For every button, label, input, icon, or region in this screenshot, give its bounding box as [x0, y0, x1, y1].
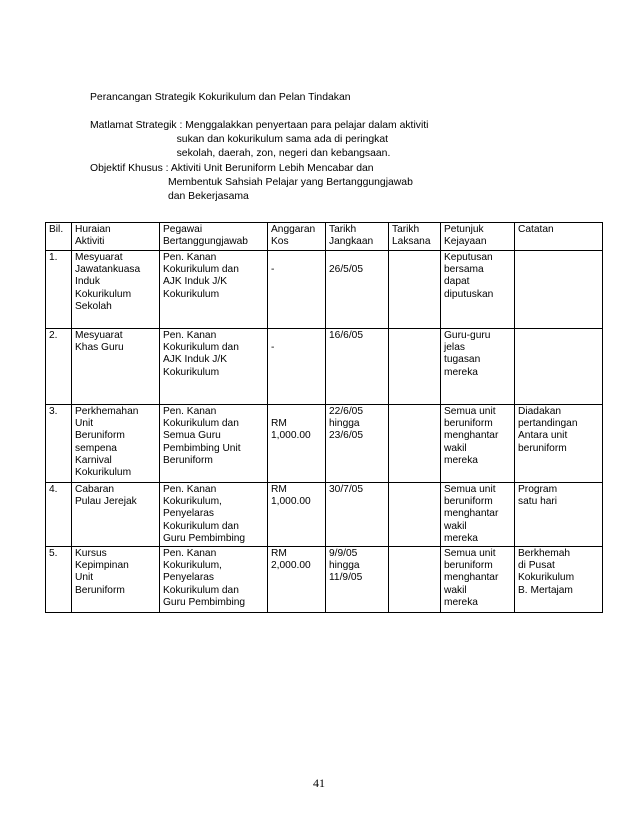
- cell-text: 23/6/05: [329, 430, 363, 442]
- cell-text: Sekolah: [75, 300, 112, 312]
- cell-text: Kokurikulum,: [163, 496, 222, 508]
- cell-anggaran-kos: [268, 251, 326, 329]
- cell-text: Tarikh: [329, 224, 357, 235]
- cell-catatan: [515, 251, 603, 329]
- goal-line: Matlamat Strategik : Menggalakkan penyertaan para pelajar dalam aktiviti: [90, 120, 429, 131]
- cell-text: Semua Guru: [163, 430, 221, 442]
- cell-text: menghantar: [444, 508, 499, 520]
- cell-text: Kokurikulum: [163, 288, 220, 300]
- header-cell-tarikh-laksana: [389, 223, 441, 251]
- cell-text: -: [271, 264, 275, 276]
- cell-text: 3.: [49, 406, 58, 417]
- cell-text: Karnival: [75, 454, 112, 466]
- cell-text: Berkhemah: [518, 548, 571, 559]
- cell-tarikh-jangkaan: [326, 405, 389, 483]
- cell-text: Semua unit: [444, 406, 496, 417]
- cell-text: Pulau Jerejak: [75, 496, 137, 508]
- header-cell-tarikh-jangkaan: [326, 223, 389, 251]
- cell-text: [271, 406, 322, 418]
- cell-text: Kokurikulum dan: [163, 584, 239, 596]
- objective-line: dan Bekerjasama: [90, 191, 249, 202]
- cell-anggaran-kos: [268, 405, 326, 483]
- cell-text: 9/9/05: [329, 548, 358, 559]
- cell-bil: [46, 483, 72, 547]
- cell-text: jelas: [444, 342, 465, 354]
- cell-huraian-aktiviti: [72, 329, 160, 405]
- cell-catatan: [515, 547, 603, 613]
- cell-pegawai: [160, 483, 268, 547]
- cell-text: Guru-guru: [444, 330, 491, 341]
- cell-text: Kokurikulum: [518, 572, 575, 584]
- cell-text: [329, 252, 385, 264]
- cell-text: Kokurikulum dan: [163, 342, 239, 354]
- cell-text: Jangkaan: [329, 236, 374, 248]
- cell-text: Mesyuarat: [75, 330, 123, 341]
- cell-huraian-aktiviti: [72, 405, 160, 483]
- cell-text: Kokurikulum,: [163, 560, 222, 572]
- cell-text: 1,000.00: [271, 430, 311, 442]
- cell-text: beruniform: [444, 418, 493, 430]
- cell-text: Perkhemahan: [75, 406, 139, 417]
- cell-petunjuk-kejayaan: [441, 547, 515, 613]
- cell-text: beruniform: [444, 496, 493, 508]
- cell-text: Catatan: [518, 224, 554, 235]
- cell-text: Pen. Kanan: [163, 484, 217, 495]
- cell-text: pertandingan: [518, 418, 578, 430]
- cell-text: Pen. Kanan: [163, 330, 217, 341]
- cell-text: Jawatankuasa: [75, 264, 141, 276]
- cell-text: Kejayaan: [444, 236, 487, 248]
- cell-tarikh-laksana: [389, 329, 441, 405]
- cell-text: Cabaran: [75, 484, 115, 495]
- cell-text: Beruniform: [75, 584, 125, 596]
- cell-text: mereka: [444, 532, 478, 544]
- table-row: [46, 405, 603, 483]
- cell-text: Aktiviti: [75, 236, 105, 248]
- cell-petunjuk-kejayaan: [441, 251, 515, 329]
- cell-text: 4.: [49, 484, 58, 495]
- cell-text: RM: [271, 418, 287, 430]
- header-cell-catatan: [515, 223, 603, 251]
- cell-text: Beruniform: [75, 430, 125, 442]
- cell-tarikh-jangkaan: [326, 547, 389, 613]
- cell-text: Tarikh: [392, 224, 420, 235]
- objective-line: Membentuk Sahsiah Pelajar yang Bertanggungjawab: [90, 177, 413, 188]
- cell-text: bersama: [444, 264, 484, 276]
- cell-pegawai: [160, 329, 268, 405]
- cell-text: menghantar: [444, 572, 499, 584]
- cell-catatan: [515, 405, 603, 483]
- cell-text: Kokurikulum dan: [163, 264, 239, 276]
- goal-line: sekolah, daerah, zon, negeri dan kebangsaan.: [90, 148, 391, 159]
- cell-text: Keputusan: [444, 252, 493, 263]
- cell-text: Pegawai: [163, 224, 203, 235]
- cell-text: Penyelaras: [163, 572, 214, 584]
- cell-petunjuk-kejayaan: [441, 483, 515, 547]
- cell-text: 2,000.00: [271, 560, 311, 572]
- cell-text: wakil: [444, 520, 467, 532]
- table-row: [46, 329, 603, 405]
- cell-text: Bertanggungjawab: [163, 236, 248, 248]
- cell-text: satu hari: [518, 496, 558, 508]
- cell-text: hingga: [329, 560, 360, 572]
- strategic-goal: [90, 119, 428, 161]
- cell-text: 16/6/05: [329, 330, 363, 341]
- cell-anggaran-kos: [268, 329, 326, 405]
- cell-text: AJK Induk J/K: [163, 354, 227, 366]
- cell-text: AJK Induk J/K: [163, 276, 227, 288]
- cell-tarikh-laksana: [389, 251, 441, 329]
- header-cell-bil: [46, 223, 72, 251]
- cell-text: Petunjuk: [444, 224, 484, 235]
- cell-text: Mesyuarat: [75, 252, 123, 263]
- objective-line: Objektif Khusus : Aktiviti Unit Beruniform Lebih Mencabar dan: [90, 163, 374, 174]
- cell-text: Anggaran: [271, 224, 316, 235]
- cell-text: [271, 252, 322, 264]
- header-cell-huraian-aktiviti: [72, 223, 160, 251]
- cell-text: Khas Guru: [75, 342, 124, 354]
- cell-text: wakil: [444, 442, 467, 454]
- cell-text: Pembimbing Unit: [163, 442, 241, 454]
- cell-text: 1,000.00: [271, 496, 311, 508]
- cell-text: Kokurikulum dan: [163, 520, 239, 532]
- cell-text: Unit: [75, 572, 94, 584]
- cell-text: Penyelaras: [163, 508, 214, 520]
- cell-text: mereka: [444, 596, 478, 608]
- document-title: [90, 91, 351, 105]
- table-row: [46, 483, 603, 547]
- cell-text: Kos: [271, 236, 289, 248]
- cell-pegawai: [160, 547, 268, 613]
- cell-text: Pen. Kanan: [163, 548, 217, 559]
- cell-bil: [46, 405, 72, 483]
- action-plan-table: [45, 222, 603, 613]
- cell-text: Kokurikulum: [75, 467, 132, 479]
- cell-text: beruniform: [518, 442, 567, 454]
- cell-text: Unit: [75, 418, 94, 430]
- cell-huraian-aktiviti: [72, 547, 160, 613]
- cell-text: 11/9/05: [329, 572, 363, 584]
- cell-tarikh-jangkaan: [326, 483, 389, 547]
- cell-text: Kursus: [75, 548, 107, 559]
- cell-text: Antara unit: [518, 430, 568, 442]
- cell-text: 30/7/05: [329, 484, 363, 495]
- cell-text: Pen. Kanan: [163, 406, 217, 417]
- cell-text: -: [271, 342, 275, 354]
- cell-text: di Pusat: [518, 560, 555, 572]
- cell-text: dapat: [444, 276, 470, 288]
- cell-text: diputuskan: [444, 288, 494, 300]
- cell-text: Bil.: [49, 224, 64, 235]
- cell-anggaran-kos: [268, 483, 326, 547]
- cell-text: Huraian: [75, 224, 111, 235]
- cell-petunjuk-kejayaan: [441, 329, 515, 405]
- cell-text: RM: [271, 548, 287, 559]
- cell-text: mereka: [444, 366, 478, 378]
- title-text: Perancangan Strategik Kokurikulum dan Pelan Tindakan: [90, 92, 351, 103]
- cell-tarikh-jangkaan: [326, 251, 389, 329]
- table-row: [46, 251, 603, 329]
- cell-text: Guru Pembimbing: [163, 532, 246, 544]
- page-number: 41: [313, 776, 325, 790]
- cell-text: B. Mertajam: [518, 584, 573, 596]
- cell-bil: [46, 251, 72, 329]
- cell-anggaran-kos: [268, 547, 326, 613]
- cell-text: menghantar: [444, 430, 499, 442]
- cell-tarikh-jangkaan: [326, 329, 389, 405]
- cell-tarikh-laksana: [389, 483, 441, 547]
- cell-text: Diadakan: [518, 406, 562, 417]
- cell-text: Kokurikulum: [163, 366, 220, 378]
- cell-tarikh-laksana: [389, 405, 441, 483]
- cell-text: mereka: [444, 454, 478, 466]
- cell-text: Semua unit: [444, 484, 496, 495]
- cell-text: [271, 330, 322, 342]
- cell-text: 1.: [49, 252, 58, 263]
- cell-text: 5.: [49, 548, 58, 559]
- cell-text: Pen. Kanan: [163, 252, 217, 263]
- header-cell-anggaran-kos: [268, 223, 326, 251]
- cell-text: Semua unit: [444, 548, 496, 559]
- cell-text: Guru Pembimbing: [163, 596, 246, 608]
- cell-catatan: [515, 329, 603, 405]
- cell-text: Program: [518, 484, 558, 495]
- header-cell-petunjuk-kejayaan: [441, 223, 515, 251]
- header-cell-pegawai: [160, 223, 268, 251]
- cell-bil: [46, 547, 72, 613]
- cell-petunjuk-kejayaan: [441, 405, 515, 483]
- cell-bil: [46, 329, 72, 405]
- cell-huraian-aktiviti: [72, 251, 160, 329]
- table-header-row: [46, 223, 603, 251]
- cell-text: Kokurikulum: [75, 288, 132, 300]
- cell-text: sempena: [75, 442, 117, 454]
- cell-text: Kepimpinan: [75, 560, 129, 572]
- cell-catatan: [515, 483, 603, 547]
- cell-pegawai: [160, 251, 268, 329]
- cell-text: Beruniform: [163, 454, 213, 466]
- cell-text: wakil: [444, 584, 467, 596]
- cell-text: Induk: [75, 276, 100, 288]
- cell-text: RM: [271, 484, 287, 495]
- cell-text: 2.: [49, 330, 58, 341]
- cell-text: Laksana: [392, 236, 431, 248]
- cell-text: tugasan: [444, 354, 481, 366]
- goal-line: sukan dan kokurikulum sama ada di peringkat: [90, 134, 389, 145]
- cell-huraian-aktiviti: [72, 483, 160, 547]
- cell-text: hingga: [329, 418, 360, 430]
- cell-text: 22/6/05: [329, 406, 363, 417]
- table-row: [46, 547, 603, 613]
- cell-text: Kokurikulum dan: [163, 418, 239, 430]
- cell-text: 26/5/05: [329, 264, 363, 276]
- cell-text: beruniform: [444, 560, 493, 572]
- specific-objective: [90, 162, 413, 204]
- cell-tarikh-laksana: [389, 547, 441, 613]
- cell-pegawai: [160, 405, 268, 483]
